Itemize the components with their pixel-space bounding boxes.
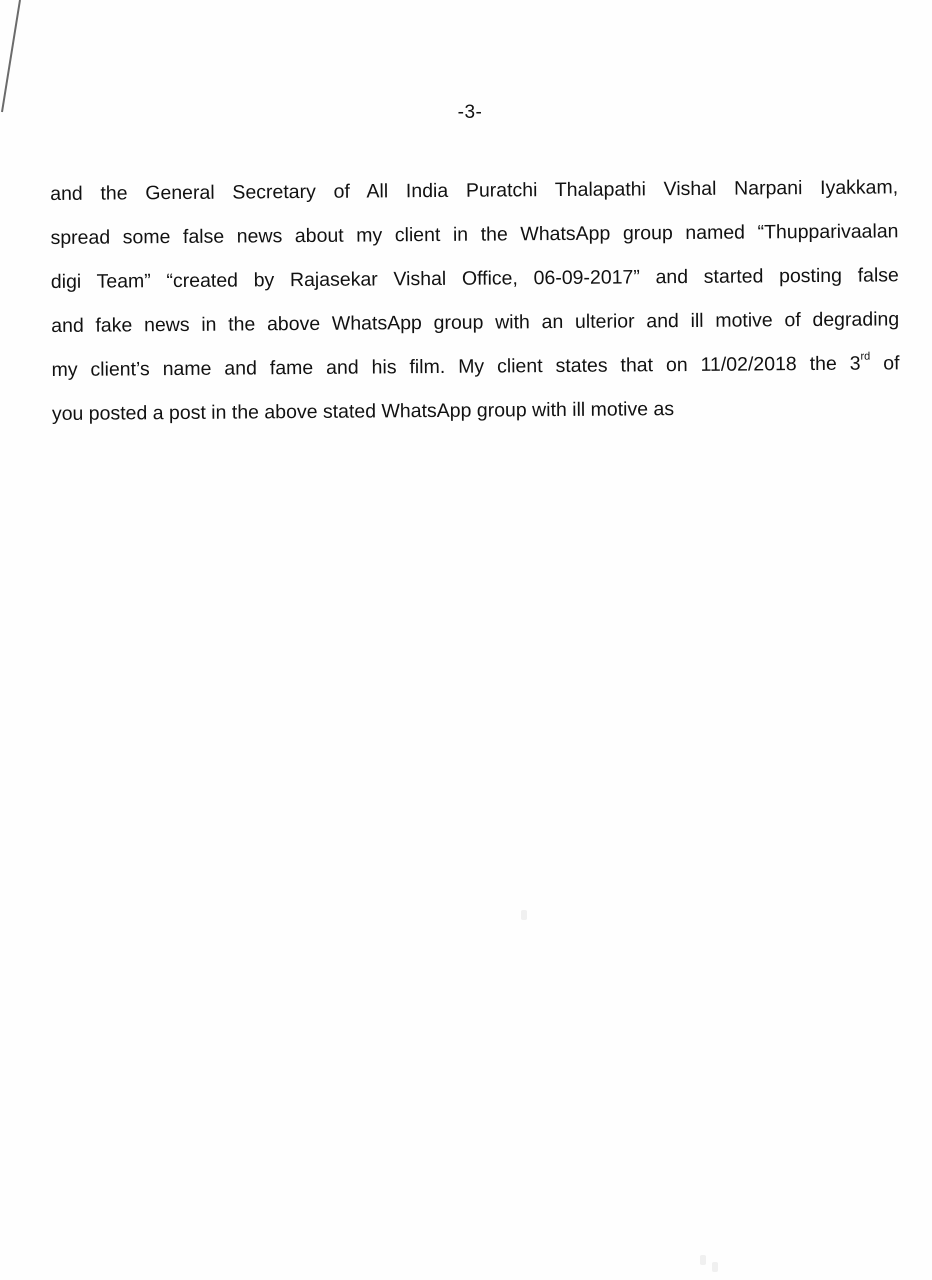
body-line-2: spread some false news about my client in the WhatsApp group named “Thupparivaalan bbox=[50, 220, 899, 249]
scan-speck bbox=[521, 910, 527, 920]
scan-speck bbox=[700, 1255, 706, 1265]
body-line-4: and fake news in the above WhatsApp group with an ulterior and ill motive of degrading bbox=[51, 308, 900, 337]
body-line-5-text: my client’s name and fame and his film. My client states that on 11/02/2018 the 3 bbox=[51, 352, 861, 381]
page-number: -3- bbox=[457, 102, 483, 123]
body-paragraph bbox=[50, 165, 900, 436]
body-line-5-end: of bbox=[870, 352, 900, 375]
body-line-1: and the General Secretary of All India Puratchi Thalapathi Vishal Narpani Iyakkam, bbox=[50, 176, 899, 205]
scan-speck bbox=[712, 1262, 718, 1272]
body-line-6: you posted a post in the above stated WhatsApp group with ill motive as bbox=[51, 398, 675, 425]
ordinal-suffix: rd bbox=[860, 350, 871, 363]
body-line-3: digi Team” “created by Rajasekar Vishal Office, 06-09-2017” and started posting false bbox=[50, 264, 899, 293]
body-line-5 bbox=[51, 341, 899, 392]
